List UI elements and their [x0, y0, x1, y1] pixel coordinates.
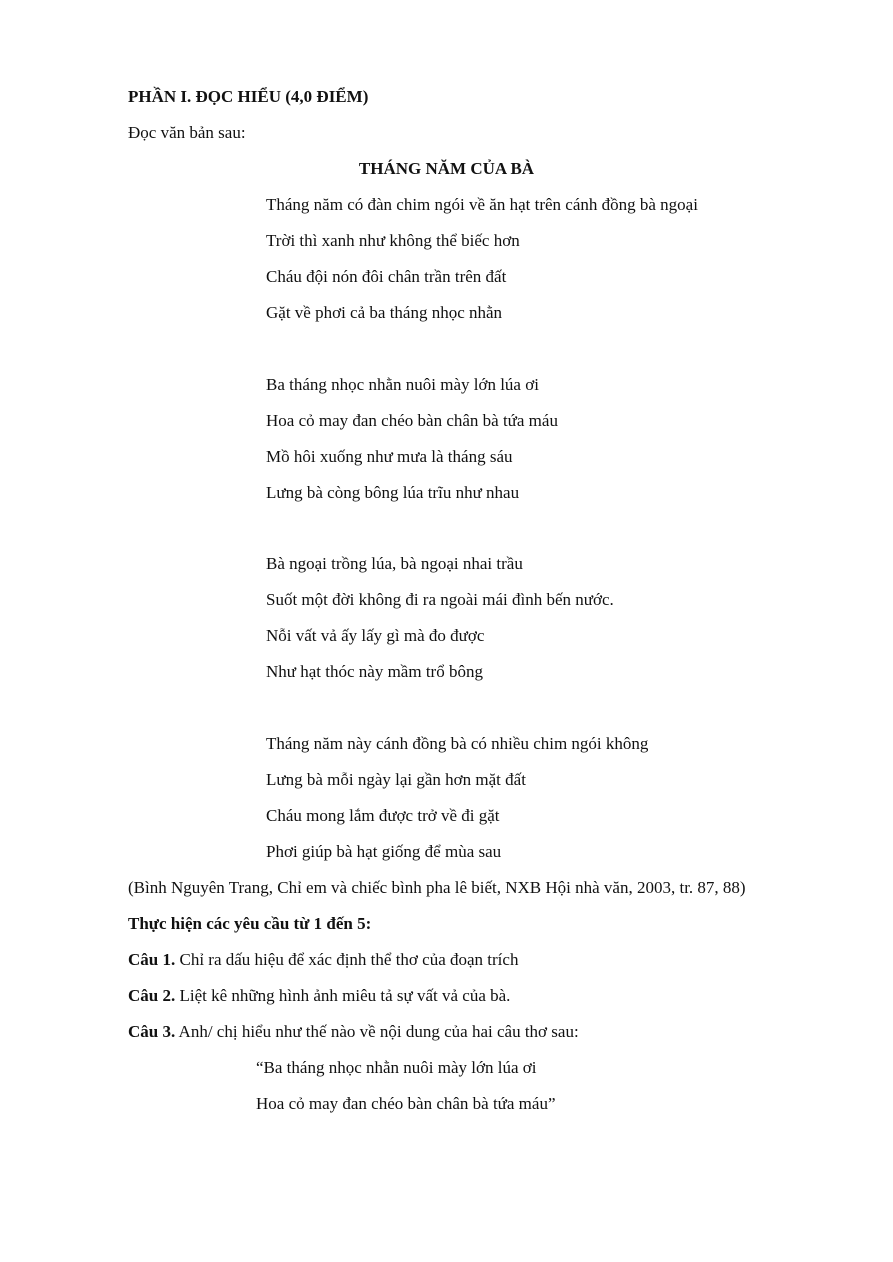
poem-source: (Bình Nguyên Trang, Chỉ em và chiếc bình pha lê biết, NXB Hội nhà văn, 2003, tr. 87, 88) — [128, 878, 746, 897]
poem-line: Cháu mong lắm được trở về đi gặt — [266, 806, 500, 825]
section-heading: PHẦN I. ĐỌC HIỂU (4,0 ĐIỂM) — [128, 87, 369, 106]
poem-line: Hoa cỏ may đan chéo bàn chân bà tứa máu — [266, 411, 558, 430]
poem-line: Tháng năm này cánh đồng bà có nhiều chim ngói không — [266, 734, 649, 753]
intro-text: Đọc văn bản sau: — [128, 123, 246, 142]
poem-line: Cháu đội nón đôi chân trần trên đất — [266, 267, 507, 286]
poem-line: Gặt về phơi cả ba tháng nhọc nhằn — [266, 303, 503, 322]
poem-line: Nỗi vất vả ấy lấy gì mà đo được — [266, 626, 485, 645]
question-label: Câu 2. — [128, 986, 176, 1005]
tasks-heading: Thực hiện các yêu cầu từ 1 đến 5: — [128, 914, 372, 933]
poem-line: Mồ hôi xuống như mưa là tháng sáu — [266, 447, 513, 466]
poem-line: Ba tháng nhọc nhằn nuôi mày lớn lúa ơi — [266, 375, 539, 394]
question-3 — [128, 1022, 579, 1042]
question-1 — [128, 950, 518, 970]
question-label: Câu 1. — [128, 950, 176, 969]
question-label: Câu 3. — [128, 1022, 176, 1041]
quote-line: Hoa cỏ may đan chéo bàn chân bà tứa máu” — [256, 1094, 556, 1113]
poem-line: Suốt một đời không đi ra ngoài mái đình bến nước. — [266, 590, 614, 609]
quote-line: “Ba tháng nhọc nhằn nuôi mày lớn lúa ơi — [256, 1058, 537, 1077]
poem-line: Bà ngoại trồng lúa, bà ngoại nhai trầu — [266, 554, 523, 573]
poem-line: Lưng bà còng bông lúa trĩu như nhau — [266, 483, 520, 502]
question-text: Anh/ chị hiểu như thế nào về nội dung của hai câu thơ sau: — [175, 1022, 579, 1041]
poem-title: THÁNG NĂM CỦA BÀ — [358, 159, 535, 178]
question-2 — [128, 986, 510, 1006]
question-text: Chỉ ra dấu hiệu để xác định thể thơ của đoạn trích — [175, 950, 519, 969]
question-text: Liệt kê những hình ảnh miêu tả sự vất vả của bà. — [175, 986, 511, 1005]
poem-line: Tháng năm có đàn chim ngói về ăn hạt trên cánh đồng bà ngoại — [266, 195, 698, 214]
poem-line: Trời thì xanh như không thể biếc hơn — [266, 231, 520, 250]
poem-line: Lưng bà mỗi ngày lại gần hơn mặt đất — [266, 770, 526, 789]
poem-line: Như hạt thóc này mầm trổ bông — [266, 662, 483, 681]
poem-line: Phơi giúp bà hạt giống để mùa sau — [266, 842, 502, 861]
